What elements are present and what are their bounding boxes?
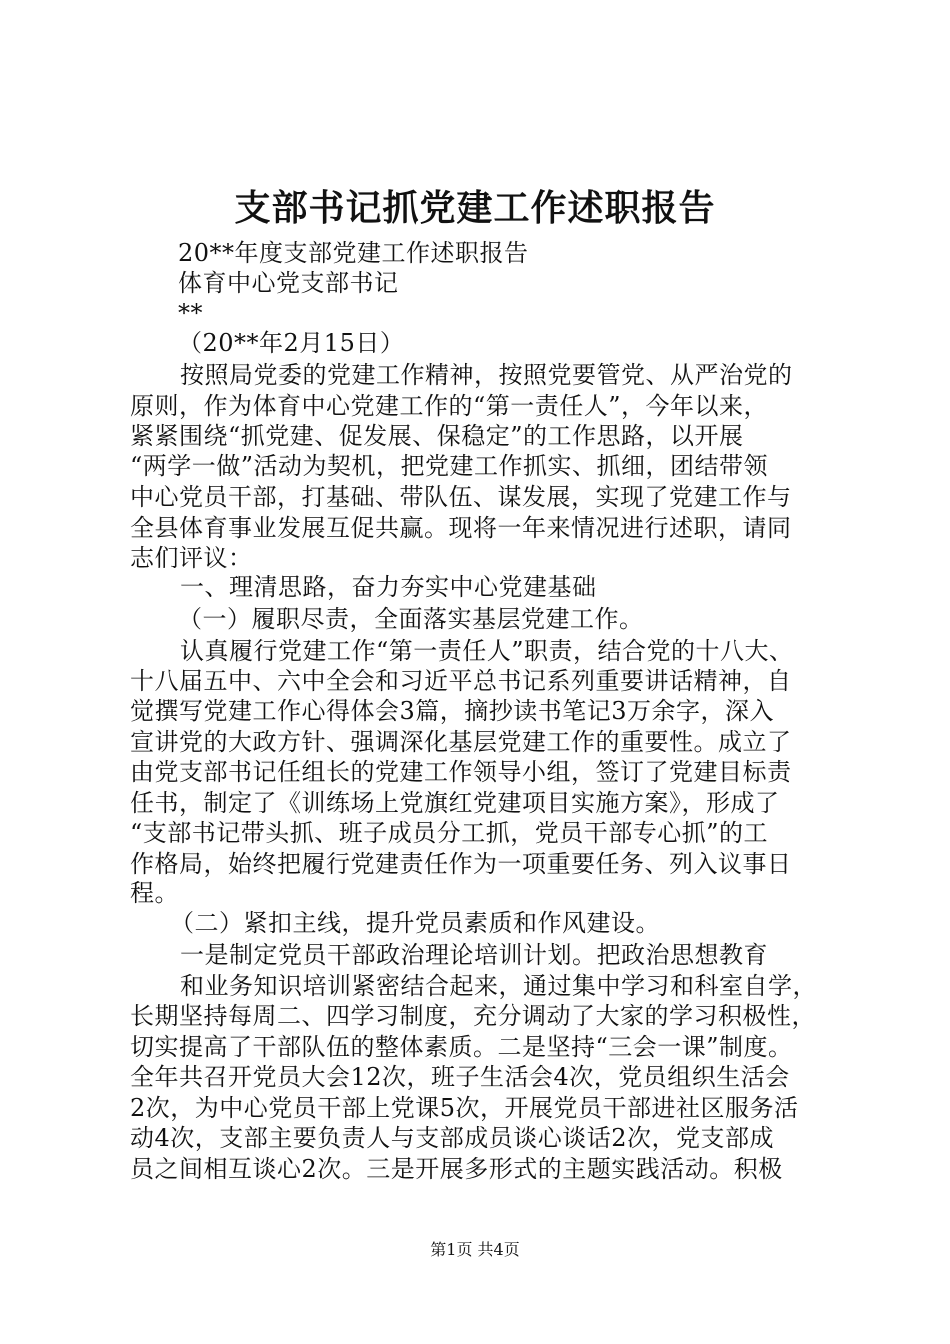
text-line: 作格局，始终把履行党建责任作为一项重要任务、列入议事日 [130, 850, 792, 878]
text-line: 由党支部书记任组长的党建工作领导小组，签订了党建目标责 [130, 758, 792, 786]
text-line: （20**年2月15日） [178, 329, 405, 357]
text-line: 动4次，支部主要负责人与支部成员谈心谈话2次，党支部成 [130, 1124, 775, 1152]
text-line: 和业务知识培训紧密结合起来，通过集中学习和科室自学， [180, 972, 817, 1000]
text-line: 全年共召开党员大会12次，班子生活会4次，党员组织生活会 [130, 1063, 790, 1091]
section-heading: 一、理清思路，奋力夯实中心党建基础 [180, 573, 597, 601]
text-line: 宣讲党的大政方针、强调深化基层党建工作的重要性。成立了 [130, 728, 792, 756]
text-line: 认真履行党建工作“第一责任人”职责，结合党的十八大、 [180, 637, 794, 665]
text-line: 中心党员干部，打基础、带队伍、谋发展，实现了党建工作与 [130, 483, 792, 511]
text-line: “支部书记带头抓、班子成员分工抓，党员干部专心抓”的工 [130, 819, 769, 847]
text-line: 原则，作为体育中心党建工作的“第一责任人”，今年以来， [130, 392, 769, 420]
text-line: 程。 [130, 879, 179, 907]
text-line: 长期坚持每周二、四学习制度，充分调动了大家的学习积极性， [130, 1002, 816, 1030]
text-line: 20**年度支部党建工作述职报告 [178, 239, 529, 267]
text-line: 觉撰写党建工作心得体会3篇，摘抄读书笔记3万余字，深入 [130, 697, 775, 725]
text-line: 员之间相互谈心2次。三是开展多形式的主题实践活动。积极 [130, 1155, 783, 1183]
text-line: 一是制定党员干部政治理论培训计划。把政治思想教育 [180, 941, 768, 969]
text-line: ** [178, 299, 203, 327]
text-line: 志们评议： [130, 544, 253, 572]
text-line: 2次，为中心党员干部上党课5次，开展党员干部进社区服务活 [130, 1094, 799, 1122]
text-line: “两学一做”活动为契机，把党建工作抓实、抓细，团结带领 [130, 452, 769, 480]
subsection-heading: （二）紧扣主线，提升党员素质和作风建设。 [170, 909, 660, 937]
text-line: 切实提高了干部队伍的整体素质。二是坚持“三会一课”制度。 [130, 1033, 793, 1061]
page-footer: 第1页 共4页 [430, 1240, 520, 1259]
text-line: 十八届五中、六中全会和习近平总书记系列重要讲话精神，自 [130, 667, 792, 695]
subsection-heading: （一）履职尽责，全面落实基层党建工作。 [178, 605, 644, 633]
text-line: 全县体育事业发展互促共赢。现将一年来情况进行述职，请同 [130, 514, 792, 542]
text-line: 体育中心党支部书记 [178, 269, 399, 297]
document-title: 支部书记抓党建工作述职报告 [234, 187, 716, 229]
text-line: 紧紧围绕“抓党建、促发展、保稳定”的工作思路，以开展 [130, 422, 744, 450]
text-line: 按照局党委的党建工作精神，按照党要管党、从严治党的 [180, 361, 793, 389]
text-line: 任书，制定了《训练场上党旗红党建项目实施方案》，形成了 [130, 789, 780, 817]
